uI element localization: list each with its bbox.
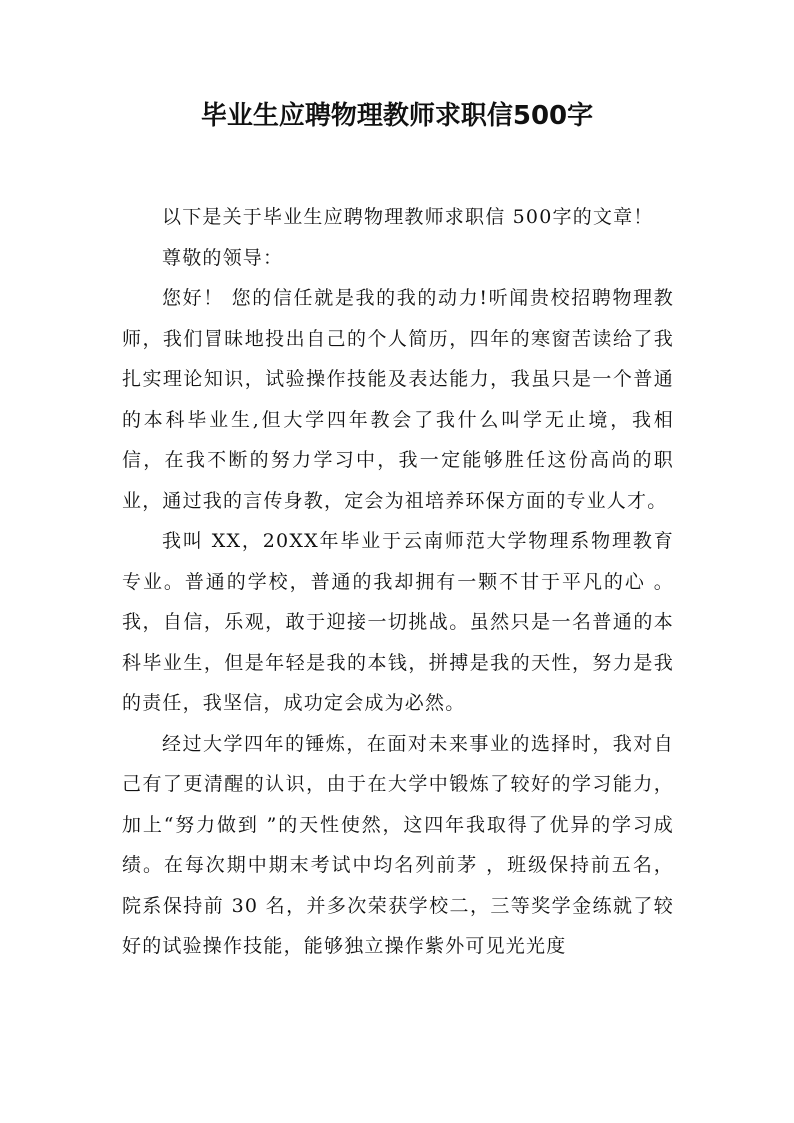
salutation: 尊敬的领导：: [162, 246, 284, 269]
intro-paragraph: 以下是关于毕业生应聘物理教师求职信 500字的文章！: [162, 206, 654, 228]
body-paragraph: 您好！ 您的信任就是我的我的动力!听闻贵校招聘物理教师，我们冒昧地投出自己的个人简历，四年的寒窗苦读给了我扎实理论知识，试验操作技能及表达能力，我虽只是一个普通的本科毕业生,但大学四年教会了我什么叫学无止境，我相信，在我不断的努力学习中，我一定能够胜任这份高尚的职业，通过我的言传身教，定会为祖培养环保方面的专业人才。: [122, 287, 674, 512]
document-body: [122, 197, 674, 967]
body-paragraph: 经过大学四年的锤炼，在面对未来事业的选择时，我对自己有了更清醒的认识，由于在大学中锻炼了较好的学习能力，加上“努力做到 ”的天性使然，这四年我取得了优异的学习成绩。在每次期中期末考试中均名列前茅 ，班级保持前五名，院系保持前 30 名，并多次荣获学校二，三等奖学金练就了较好的试验操作技能，能够独立操作紫外可见光光度: [122, 732, 674, 957]
body-paragraph: 我叫 XX，20XX年毕业于云南师范大学物理系物理教育专业。普通的学校，普通的我却拥有一颗不甘于平凡的心 。我，自信，乐观，敢于迎接一切挑战。虽然只是一名普通的本科毕业生，但是年轻是我的本钱，拼搏是我的天性，努力是我的责任，我坚信，成功定会成为必然。: [122, 530, 674, 714]
document-title: 毕业生应聘物理教师求职信500字: [200, 101, 594, 131]
